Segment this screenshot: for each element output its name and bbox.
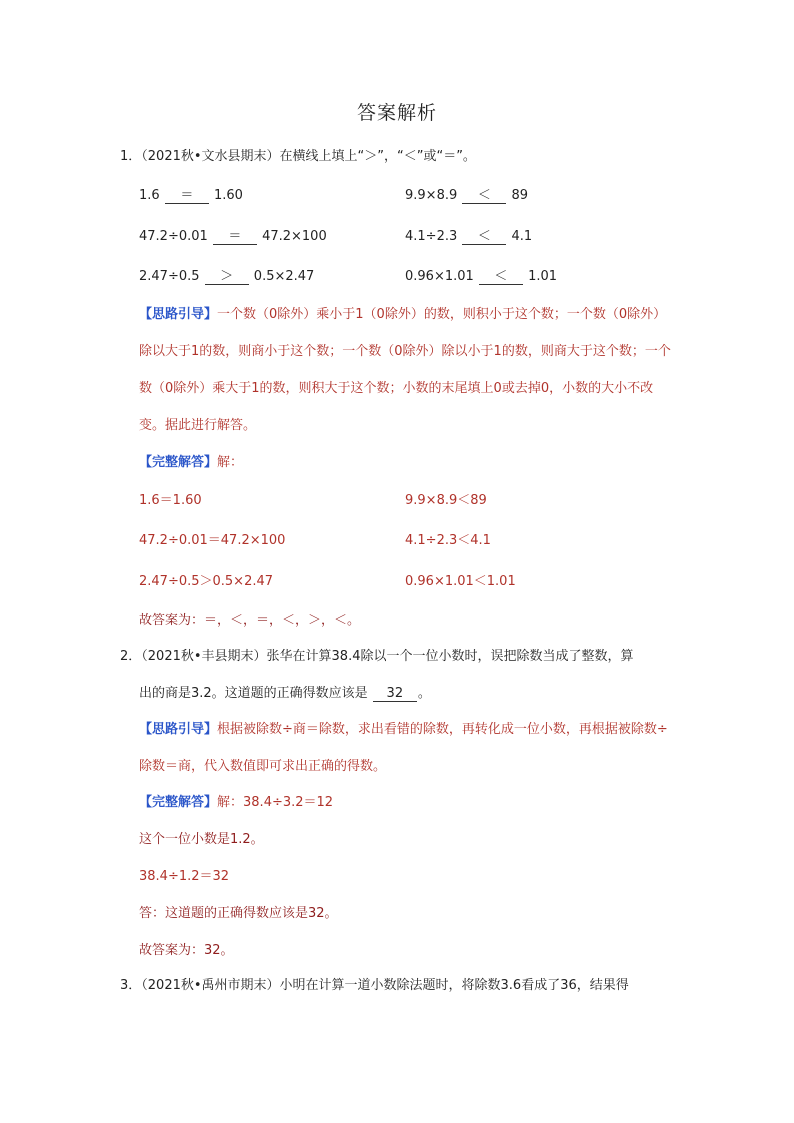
q1-item-3-left: 47.2÷0.01 (139, 229, 208, 244)
q1-item-3 (139, 228, 327, 246)
q1-item-6 (405, 268, 557, 286)
q1-stem: 1．（2021秋•文水县期末）在横线上填上“＞”，“＜”或“＝”。 (120, 149, 476, 164)
q2-solution-line1: 解：38.4÷3.2＝12 (217, 795, 334, 810)
q1-item-6-left: 0.96×1.01 (405, 269, 474, 284)
q2-stem-line2 (139, 685, 431, 703)
q1-item-4-right: 4.1 (511, 229, 533, 244)
q1-item-3-right: 47.2×100 (262, 229, 327, 244)
q1-result-4: 4.1÷2.3＜4.1 (405, 533, 491, 548)
q2-solution-header (139, 794, 333, 812)
q1-item-5-left: 2.47÷0.5 (139, 269, 200, 284)
q1-item-2-left: 9.9×8.9 (405, 188, 458, 203)
q1-hint-text: 一个数（0除外）乘小于1（0除外）的数，则积小于这个数；一个数（0除外）除以大于1的数，则商小于这个数；一个数（0除外）除以小于1的数，则商大于这个数；一个数（0除外）乘大于1的数，则积大于这个数；小数的末尾填上0或去掉0，小数的大小不改变。据此进行解答。 (139, 307, 671, 433)
q2-solution-line4: 答：这道题的正确得数应该是32。 (139, 906, 338, 921)
q2-hint-label: 【思路引导】 (139, 722, 218, 737)
q1-item-4 (405, 228, 532, 246)
q1-item-4-answer: ＜ (462, 229, 506, 245)
q2-solution-label: 【完整解答】 (139, 795, 218, 810)
q1-item-6-answer: ＜ (479, 269, 523, 285)
q1-result-2: 9.9×8.9＜89 (405, 493, 487, 508)
q2-stem-line1: 2．（2021秋•丰县期末）张华在计算38.4除以一个一位小数时，误把除数当成了整数，算 (120, 649, 634, 664)
q2-final-answer: 故答案为：32。 (139, 943, 234, 958)
q1-item-2 (405, 187, 528, 205)
q2-hint (139, 711, 679, 785)
q1-solution-header (139, 454, 243, 472)
q1-solution-label: 【完整解答】 (139, 455, 218, 470)
q1-item-4-left: 4.1÷2.3 (405, 229, 458, 244)
q2-answer-blank: 32 (373, 686, 417, 702)
q1-solution-intro: 解： (217, 455, 244, 470)
q1-hint (139, 296, 679, 444)
q1-item-2-right: 89 (511, 188, 529, 203)
q1-final-answer: 故答案为：＝，＜，＝，＜，＞，＜。 (139, 613, 361, 628)
q3-stem-line1: 3．（2021秋•禹州市期末）小明在计算一道小数除法题时，将除数3.6看成了36，结果得 (120, 978, 629, 993)
q1-result-1: 1.6＝1.60 (139, 493, 202, 508)
q2-solution-line2: 这个一位小数是1.2。 (139, 832, 264, 847)
q1-result-6: 0.96×1.01＜1.01 (405, 574, 516, 589)
q2-stem-line2-text: 出的商是3.2。这道题的正确得数应该是 (139, 686, 368, 701)
q1-result-3: 47.2÷0.01＝47.2×100 (139, 533, 286, 548)
q1-item-5 (139, 268, 314, 286)
q1-item-5-right: 0.5×2.47 (253, 269, 315, 284)
q1-item-1-right: 1.60 (213, 188, 243, 203)
q1-result-5: 2.47÷0.5＞0.5×2.47 (139, 574, 274, 589)
q1-item-3-answer: ＝ (213, 229, 257, 245)
q1-item-5-answer: ＞ (205, 269, 249, 285)
q1-item-6-right: 1.01 (528, 269, 558, 284)
q1-hint-label: 【思路引导】 (139, 307, 218, 322)
q2-hint-text: 根据被除数÷商＝除数，求出看错的除数，再转化成一位小数，再根据被除数÷除数＝商，代入数值即可求出正确的得数。 (139, 722, 668, 774)
q1-item-1 (139, 187, 243, 205)
q1-item-1-answer: ＝ (165, 188, 209, 204)
q1-item-1-left: 1.6 (139, 188, 160, 203)
q2-stem-line2-end: 。 (417, 686, 431, 701)
q2-solution-line3: 38.4÷1.2＝32 (139, 869, 230, 884)
q1-item-2-answer: ＜ (462, 188, 506, 204)
page-title: 答案解析 (356, 102, 437, 124)
